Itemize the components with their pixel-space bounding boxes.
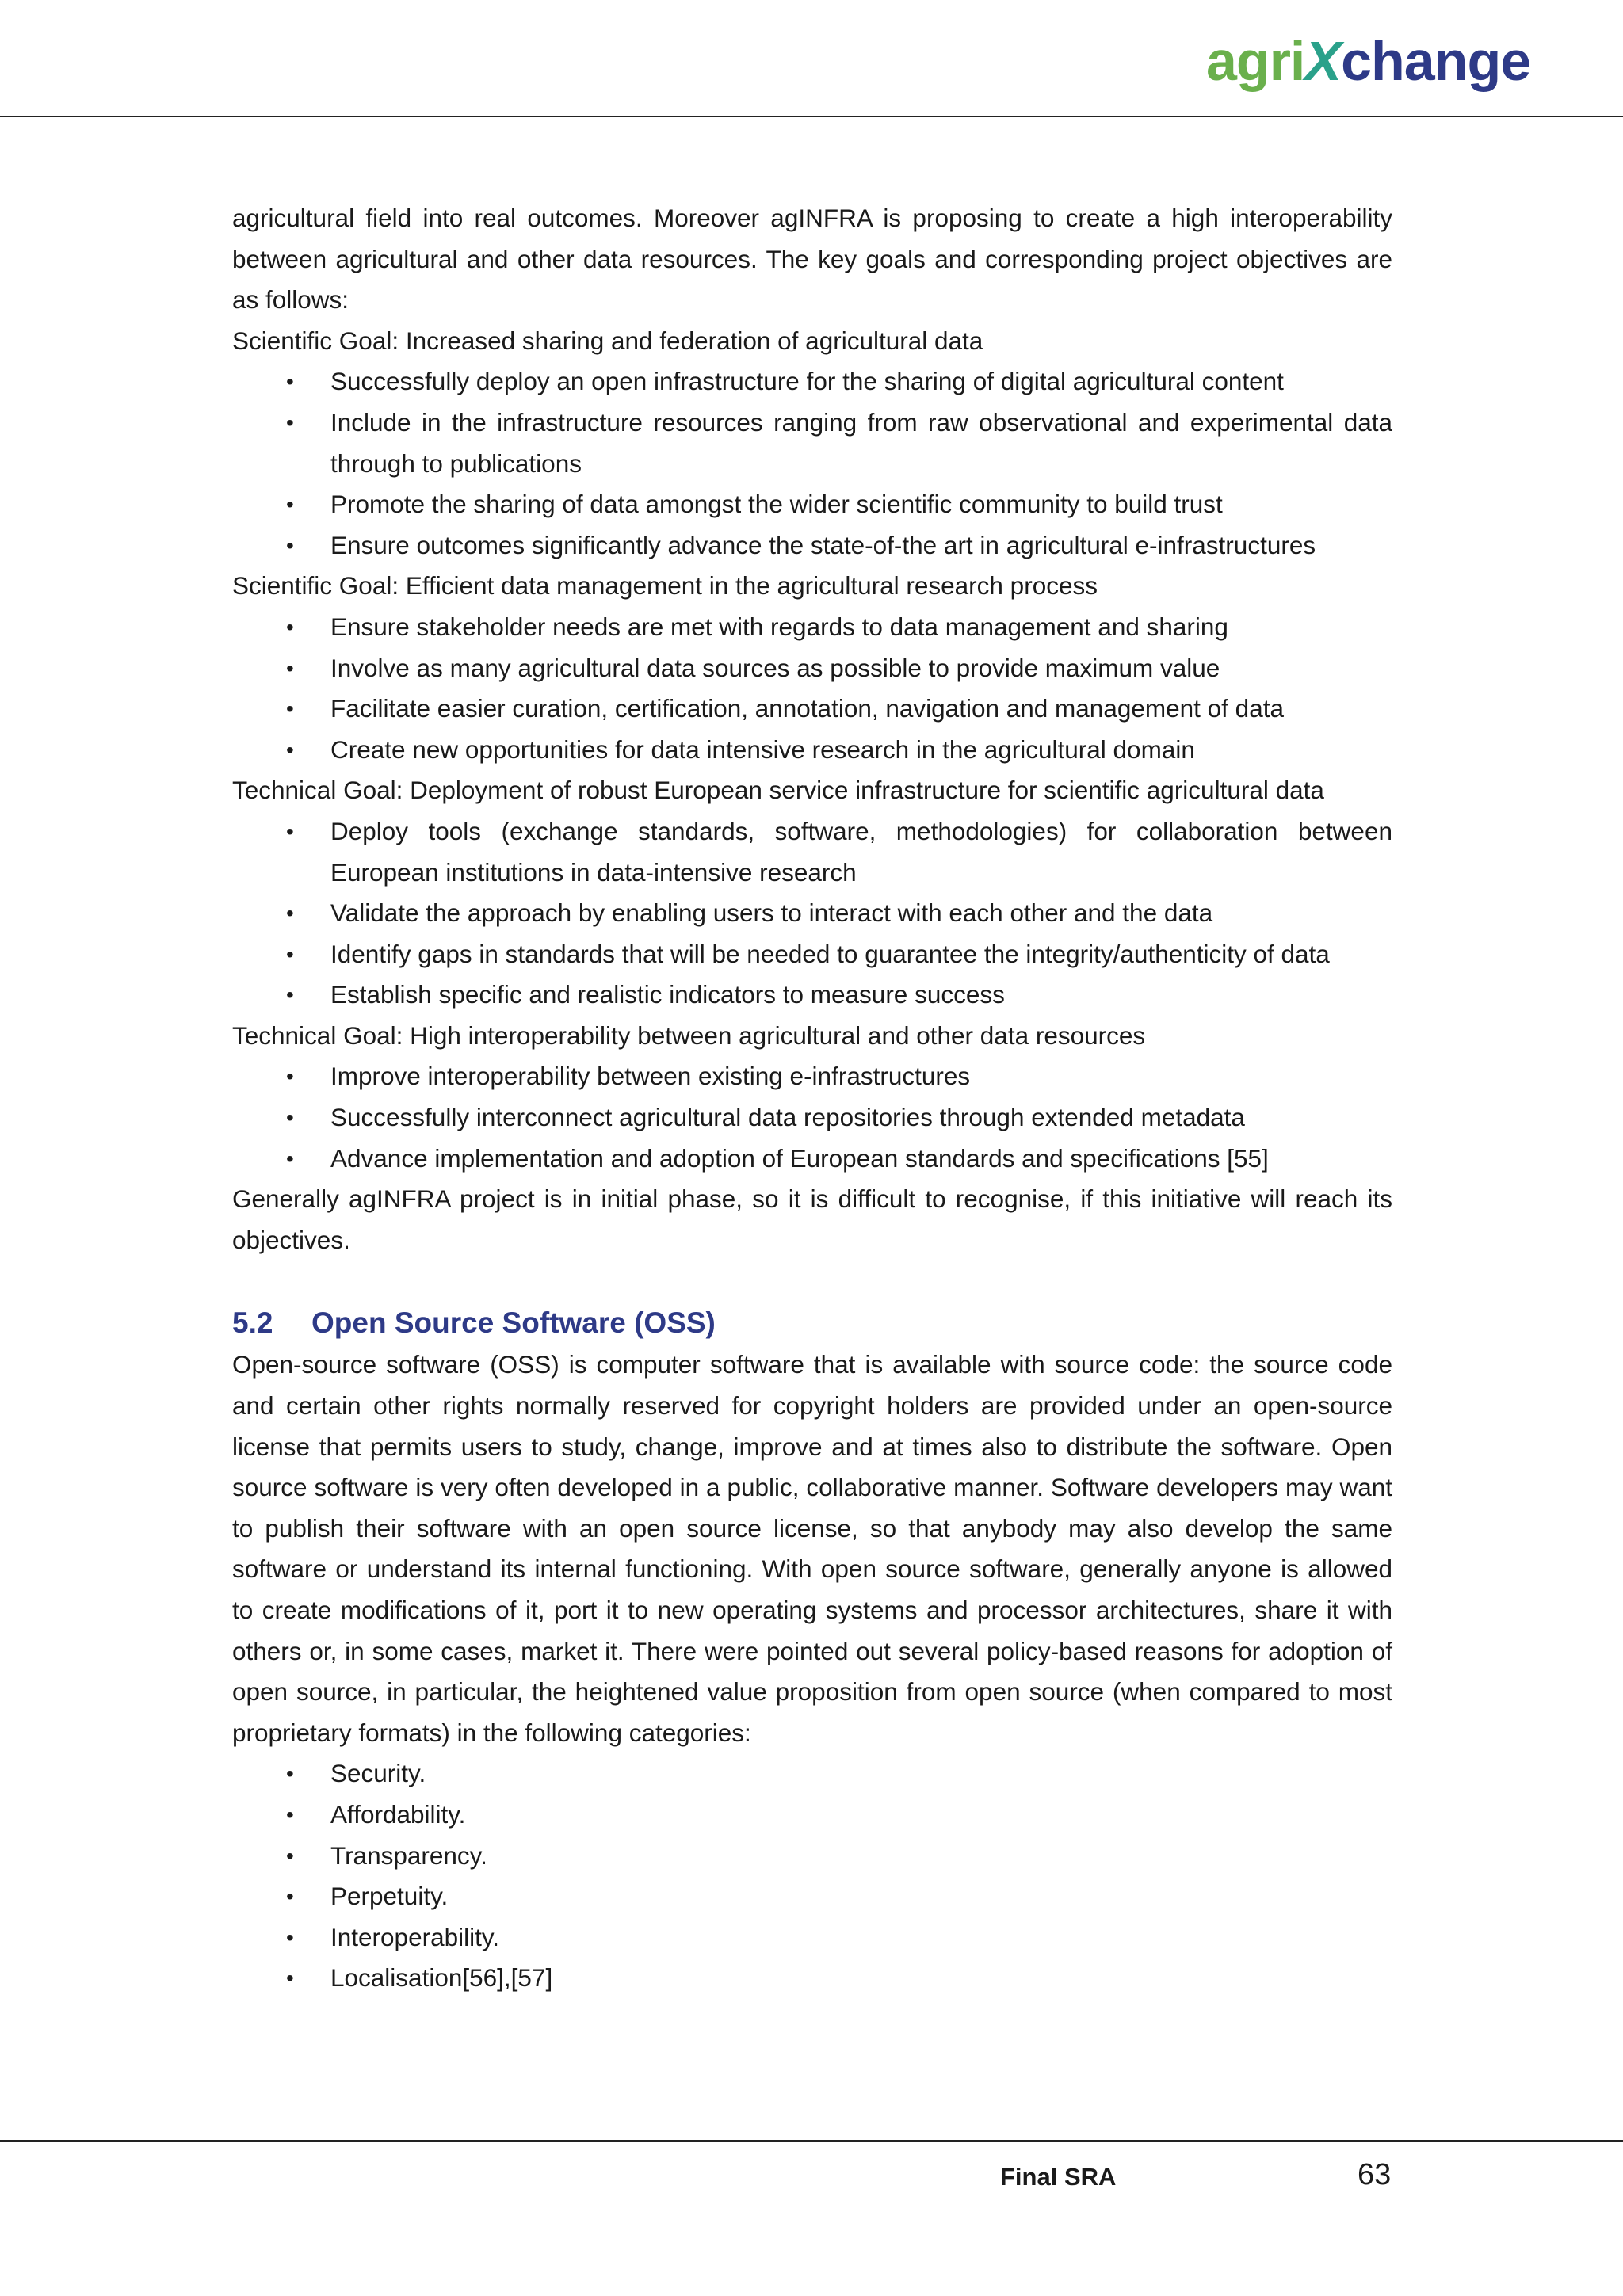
- page-content: [232, 198, 1392, 1999]
- list-item: • Security.: [232, 1753, 1392, 1794]
- section-body: Open-source software (OSS) is computer software that is available with source code: the source code and certain other rights normally reserved for copyright holders are provided under an open-source license that permits users to study, change, improve and at times also to distribute the software. Open source software is very often developed in a public, collaborative manner. Software developers may want to publish their software with an open source license, so that anybody may also develop the same software or understand its internal functioning. With open source software, generally anyone is allowed to create modifications of it, port it to new operating systems and processor architectures, share it with others or, in some cases, market it. There were pointed out several policy-based reasons for adoption of open source, in particular, the heightened value proposition from open source (when compared to most proprietary formats) in the following categories:: [232, 1350, 1392, 1747]
- logo-agri: agri: [1206, 30, 1305, 92]
- bullet-icon: •: [286, 1146, 294, 1171]
- list-item: • Include in the infrastructure resources ranging from raw observational and experimental data through to publications: [232, 402, 1392, 484]
- list-item: • Successfully deploy an open infrastructure for the sharing of digital agricultural content: [232, 361, 1392, 402]
- list-item: • Ensure stakeholder needs are met with regards to data management and sharing: [232, 607, 1392, 648]
- bullet-icon: •: [286, 492, 294, 517]
- category-list: [232, 1753, 1392, 1999]
- bullet-icon: •: [286, 1843, 294, 1868]
- bullet-icon: •: [286, 1064, 294, 1089]
- list-item: • Interoperability.: [232, 1917, 1392, 1958]
- section-title: Open Source Software (OSS): [311, 1306, 716, 1340]
- list-item: • Affordability.: [232, 1794, 1392, 1836]
- page-number: 63: [1358, 2158, 1392, 2191]
- goal-title: Technical Goal: High interoperability between agricultural and other data resources: [232, 1020, 1146, 1050]
- list-item: • Ensure outcomes significantly advance the state-of-the art in agricultural e-infrastructures: [232, 525, 1392, 566]
- list-item: • Promote the sharing of data amongst the wider scientific community to build trust: [232, 484, 1392, 525]
- objective-list: [232, 1056, 1392, 1179]
- bullet-icon: •: [286, 1966, 294, 1991]
- bullet-icon: •: [286, 1802, 294, 1827]
- list-item: • Localisation[56],[57]: [232, 1958, 1392, 1999]
- conclusion-paragraph: Generally agINFRA project is in initial phase, so it is difficult to recognise, if this initiative will reach its objectives.: [232, 1184, 1392, 1254]
- bullet-icon: •: [286, 1105, 294, 1131]
- list-item: • Perpetuity.: [232, 1876, 1392, 1917]
- goal-block: [232, 321, 1392, 566]
- objective-list: [232, 607, 1392, 770]
- section-number: 5.2: [232, 1306, 273, 1340]
- footer-divider: [0, 2140, 1623, 2142]
- bullet-icon: •: [286, 737, 294, 762]
- logo-change: change: [1341, 30, 1531, 92]
- objective-list: [232, 361, 1392, 566]
- list-item: • Deploy tools (exchange standards, software, methodologies) for collaboration between European institutions in data-intensive research: [232, 811, 1392, 893]
- goal-title: Scientific Goal: Increased sharing and federation of agricultural data: [232, 326, 983, 355]
- goal-block: [232, 770, 1392, 1016]
- page-header: [0, 0, 1623, 117]
- bullet-icon: •: [286, 655, 294, 681]
- objective-list: [232, 811, 1392, 1016]
- bullet-icon: •: [286, 1884, 294, 1909]
- goal-title: Technical Goal: Deployment of robust European service infrastructure for scientific agricultural data: [232, 776, 1324, 805]
- list-item: • Improve interoperability between existing e-infrastructures: [232, 1056, 1392, 1097]
- bullet-icon: •: [286, 369, 294, 395]
- list-item: • Create new opportunities for data intensive research in the agricultural domain: [232, 730, 1392, 771]
- bullet-icon: •: [286, 982, 294, 1008]
- goal-block: [232, 1016, 1392, 1179]
- list-item: • Successfully interconnect agricultural data repositories through extended metadata: [232, 1097, 1392, 1138]
- list-item: • Validate the approach by enabling users to interact with each other and the data: [232, 893, 1392, 934]
- footer-document-label: Final SRA: [1000, 2163, 1117, 2191]
- list-item: • Advance implementation and adoption of European standards and specifications [55]: [232, 1138, 1392, 1180]
- bullet-icon: •: [286, 818, 294, 844]
- bullet-icon: •: [286, 1761, 294, 1787]
- list-item: • Identify gaps in standards that will be needed to guarantee the integrity/authenticity of data: [232, 934, 1392, 975]
- list-item: • Establish specific and realistic indicators to measure success: [232, 974, 1392, 1016]
- bullet-icon: •: [286, 614, 294, 639]
- bullet-icon: •: [286, 696, 294, 722]
- bullet-icon: •: [286, 410, 294, 435]
- goal-title: Scientific Goal: Efficient data management in the agricultural research process: [232, 571, 1098, 601]
- goal-block: [232, 566, 1392, 770]
- agrixchange-logo: [1206, 30, 1531, 92]
- bullet-icon: •: [286, 532, 294, 558]
- bullet-icon: •: [286, 1924, 294, 1950]
- logo-x: X: [1304, 30, 1342, 92]
- list-item: • Facilitate easier curation, certification, annotation, navigation and management of data: [232, 688, 1392, 730]
- list-item: • Transparency.: [232, 1836, 1392, 1877]
- section-heading: [232, 1302, 1392, 1344]
- bullet-icon: •: [286, 901, 294, 926]
- intro-paragraph: agricultural field into real outcomes. Moreover agINFRA is proposing to create a high interoperability between agricultural and other data resources. The key goals and corresponding project objectives are as follows:: [232, 204, 1392, 315]
- bullet-icon: •: [286, 941, 294, 967]
- list-item: • Involve as many agricultural data sources as possible to provide maximum value: [232, 648, 1392, 689]
